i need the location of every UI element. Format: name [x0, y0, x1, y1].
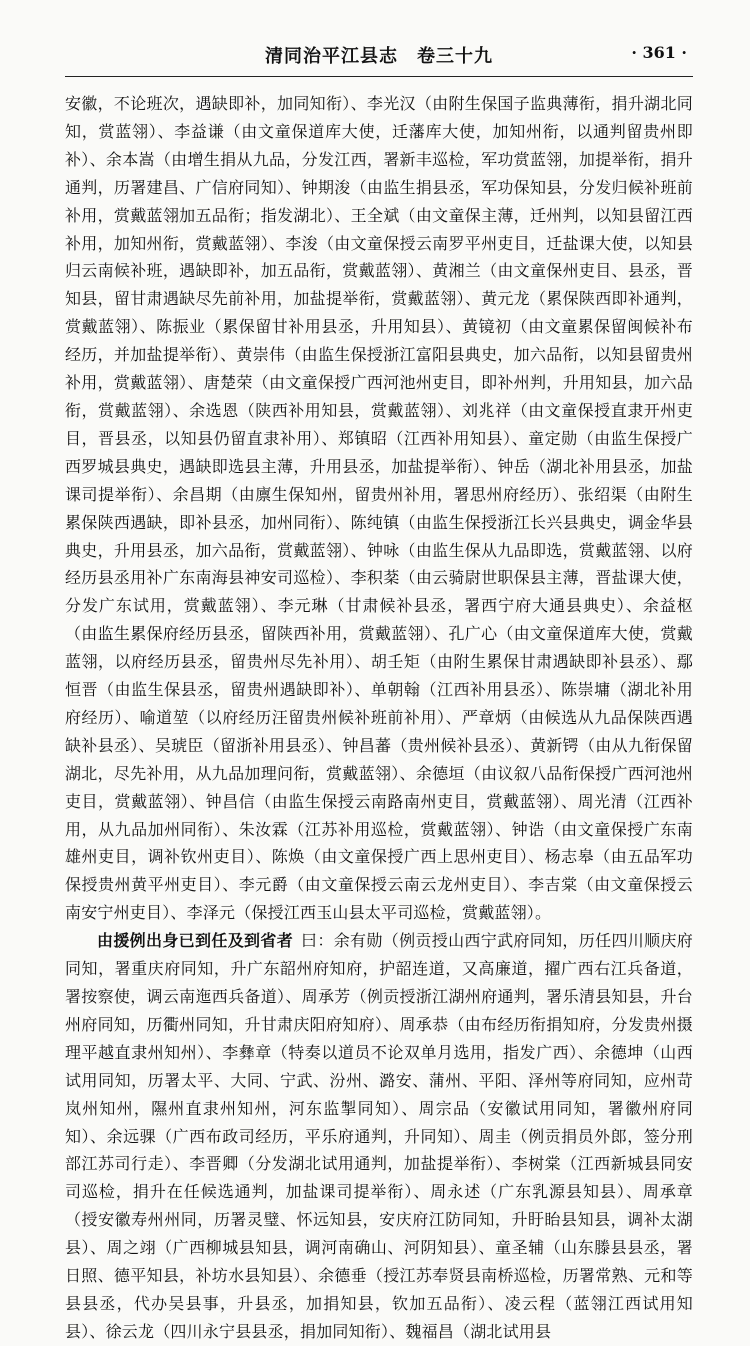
paragraph-2-text: 曰：余有勋（例贡授山西宁武府同知，历任四川顺庆府同知，署重庆府同知，升广东韶州府知府，护韶连道，又高廉道，擢广西右江兵备道，署按察使，调云南迤西兵备道）、周承芳（例贡授浙江湖州府通判，署乐清县知县，升台州府同知，历衢州同知，升甘肃庆阳府知府）、周承恭（由布经历衔捐知府，分发贵州摄理平越直隶州知州）、李彝章（特奏以道员不论双单月选用，指发广西）、余德坤（山西试用同知，历署太平、大同、宁武、汾州、潞安、蒲州、平阳、泽州等府同知，应州苛岚州知州，隰州直隶州知州，河东监掣同知）、周宗品（安徽试用同知，署徽州府同知）、余远骒（广西布政司经历，平乐府通判，升同知）、周圭（例贡捐员外郎，签分刑部江苏司行走）、李晋卿（分发湖北试用通判，加盐提举衔）、李树棠（江西新城县同安司巡检，捐升在任候选通判，加盐课司提举衔）、周永述（广东乳源县知县）、周承章（授安徽寿州州同，历署灵璧、怀远知县，安庆府江防同知，升盱眙县知县，调补太湖县）、周之翊（广西柳城县知县，调河南确山、河阴知县）、童圣辅（山东滕县县丞，署日照、德平知县，补坊水县知县）、余德垂（授江苏奉贤县南桥巡检，历署常熟、元和等县县丞，代办吴县事，升县丞，加捐知县，钦加五品衔）、凌云程（蓝翎江西试用知县）、徐云龙（四川永宁县县丞，捐加同知衔）、魏福昌（湖北试用县 [65, 931, 693, 1341]
section-lead: 由援例出身已到任及到省者 [97, 931, 294, 951]
paragraph-2 [65, 927, 693, 1346]
page-header [65, 40, 693, 72]
body-text [65, 90, 693, 1346]
paragraph-1: 安徽，不论班次，遇缺即补，加同知衔）、李光汉（由附生保国子监典薄衔，捐升湖北同知，赏蓝翎）、李益谦（由文童保道库大使，迁藩库大使，加知州衔，以通判留贵州即补）、余本嵩（由增生捐从九品，分发江西，署新丰巡检，军功赏蓝翎，加提举衔，捐升通判，历署建昌、广信府同知）、钟期浚（由监生捐县丞，军功保知县，分发归候补班前补用，赏戴蓝翎加五品衔；指发湖北）、王全斌（由文童保主薄，迁州判，以知县留江西补用，加知州衔，赏戴蓝翎）、李浚（由文童保授云南罗平州吏目，迁盐课大使，以知县归云南候补班，遇缺即补，加五品衔，赏戴蓝翎）、黄湘兰（由文童保州吏目、县丞，晋知县，留甘肃遇缺尽先前补用，加盐提举衔，赏戴蓝翎）、黄元龙（累保陕西即补通判，赏戴蓝翎）、陈振业（累保留甘补用县丞，升用知县）、黄镜初（由文童累保留闽候补布经历，并加盐提举衔）、黄崇伟（由监生保授浙江富阳县典史，加六品衔，以知县留贵州补用，赏戴蓝翎）、唐楚荣（由文童保授广西河池州吏目，即补州判，升用知县，加六品衔，赏戴蓝翎）、余选恩（陕西补用知县，赏戴蓝翎）、刘兆祥（由文童保授直隶开州吏目，晋县丞，以知县仍留直隶补用）、郑镇昭（江西补用知县）、童定勋（由监生保授广西罗城县典史，遇缺即选县主薄，升用县丞，加盐提举衔）、钟岳（湖北补用县丞，加盐课司提举衔）、余昌期（由廪生保知州，留贵州补用，署思州府经历）、张绍渠（由附生累保陕西遇缺，即补县丞，加州同衔）、陈纯镇（由监生保授浙江长兴县典史，调金华县典史，升用县丞，加六品衔，赏戴蓝翎）、钟咏（由监生保从九品即选，赏戴蓝翎、以府经历县丞用补广东南海县神安司巡检）、李积棻（由云骑尉世职保县主薄，晋盐课大使，分发广东试用，赏戴蓝翎）、李元琳（甘肃候补县丞，署西宁府大通县典史）、余益枢（由监生累保府经历县丞，留陕西补用，赏戴蓝翎）、孔广心（由文童保道库大使，赏戴蓝翎，以府经历县丞，留贵州尽先补用）、胡壬矩（由附生累保甘肃遇缺即补县丞）、鄢恒晋（由监生保县丞，留贵州遇缺即补）、单朝翰（江西补用县丞）、陈崇墉（湖北补用府经历）、喻道堃（以府经历汪留贵州候补班前补用）、严章炳（由候选从九品保陕西遇缺补县丞）、吴琥臣（留浙补用县丞）、钟昌蕃（贵州候补县丞）、黄新锷（由从九衔保留湖北，尽先补用，从九品加理问衔，赏戴蓝翎）、余德垣（由议叙八品衔保授广西河池州吏目，赏戴蓝翎）、钟昌信（由监生保授云南路南州吏目，赏戴蓝翎）、周光清（江西补用，从九品加州同衔）、朱汝霖（江苏补用巡检，赏戴蓝翎）、钟诰（由文童保授广东南雄州吏目，调补钦州吏目）、陈焕（由文童保授广西上思州吏目）、杨志皋（由五品军功保授贵州黄平州吏目）、李元爵（由文童保授云南云龙州吏目）、李吉棠（由文童保授云南安宁州吏目）、李泽元（保授江西玉山县太平司巡检，赏戴蓝翎）。 [65, 94, 693, 923]
page-number: · 361 · [631, 43, 687, 62]
running-title: 清同治平江县志 卷三十九 [265, 46, 493, 67]
header-rule [65, 76, 693, 77]
